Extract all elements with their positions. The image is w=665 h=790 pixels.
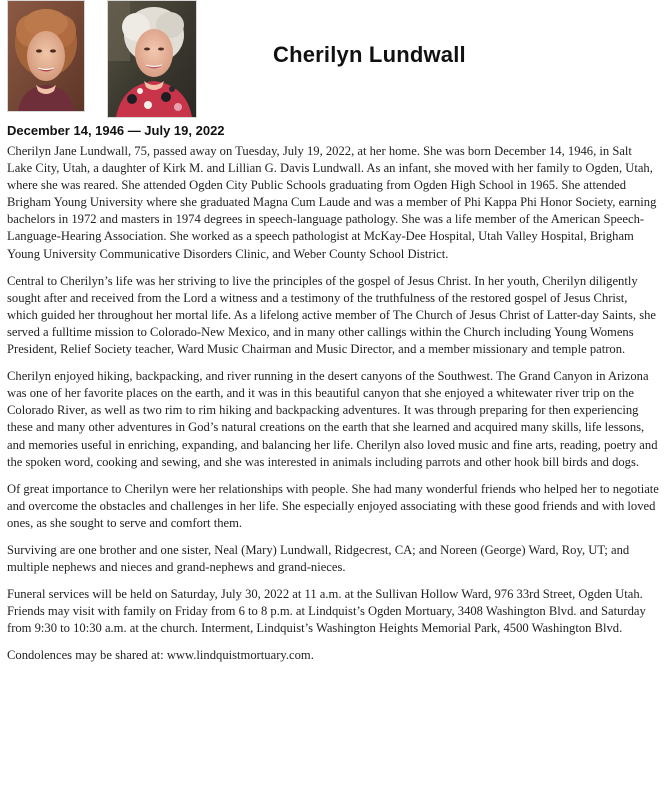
paragraph-faith: Central to Cherilyn’s life was her striving to live the principles of the gospel of Jesus Christ. In her youth, Cherilyn diligently sought after and received from the Lord a witness and a testimony of the truthfulness of the restored gospel of Jesus Christ, which guided her throughout her mortal life. As a lifelong active member of The Church of Jesus Christ of Latter-day Saints, she served a fulltime mission to Colorado-New Mexico, and in many other callings within the Church including Young Womens President, Relief Society teacher, Ward Music Chairman and Music Director, and a member missionary and temple patron.	[7, 273, 656, 357]
obituary-header	[0, 0, 665, 120]
portrait-photo-older	[107, 0, 197, 118]
paragraph-services: Funeral services will be held on Saturday, July 30, 2022 at 11 a.m. at the Sullivan Hollow Ward, 976 33rd Street, Ogden Utah. Friends may visit with family on Friday from 6 to 8 p.m. at Lindquist’s Ogden Mortuary, 3408 Washington Blvd. and Saturday from 9:30 to 10:30 a.m. at the church. Interment, Lindquist’s Washington Heights Memorial Park, 4500 Washington Blvd.	[7, 587, 646, 636]
portrait-photo-young	[7, 0, 85, 112]
obituary-body	[7, 143, 659, 675]
paragraph-relationships: Of great importance to Cherilyn were her relationships with people. She had many wonderful friends who helped her to negotiate and overcome the obstacles and challenges in her life. She especially enjoyed associating with these good friends and with loved ones, as she sought to serve and comfort them.	[7, 481, 659, 530]
paragraph-interests: Cherilyn enjoyed hiking, backpacking, and river running in the desert canyons of the Southwest. The Grand Canyon in Arizona was one of her favorite places on the earth, and it was in this beautiful canyon that she enjoyed a whitewater river trip on the Colorado River, as well as two rim to rim hiking and backpacking adventures. It was through preparing for then experiencing these and many other adventures in God’s natural creations on the earth that she learned and acquired many skills, life lessons, and memories useful in enriching, expanding, and balancing her life. Cherilyn also loved music and fine arts, reading, poetry and the spoken word, cooking and sewing, and she was interested in animals including parrots and other hook bill birds and dogs.	[7, 369, 658, 469]
portrait-older-image	[108, 1, 196, 117]
portrait-young-image	[8, 1, 84, 111]
paragraph-survivors: Surviving are one brother and one sister, Neal (Mary) Lundwall, Ridgecrest, CA; and Noreen (George) Ward, Roy, UT; and multiple nephews and nieces and grand-nephews and grand-nieces.	[7, 542, 630, 575]
paragraph-biography: Cherilyn Jane Lundwall, 75, passed away on Tuesday, July 19, 2022, at her home. She was born December 14, 1946, in Salt Lake City, Utah, a daughter of Kirk M. and Lillian G. Davis Lundwall. As an infant, she moved with her family to Ogden, Utah, where she was reared. She attended Ogden City Public Schools graduating from Ogden High School in 1965. She attended Brigham Young University where she graduated Magna Cum Laude and was a member of Phi Kappa Phi Honor Society, earning bachelors in 1972 and masters in 1974 degrees in speech-language pathology. She was a life member of the American Speech-Language-Hearing Association. She worked as a speech pathologist at McKay-Dee Hospital, Utah Valley Hospital, Brigham Young University Communicative Disorders Clinic, and Weber County School District.	[7, 144, 657, 261]
deceased-name: Cherilyn Lundwall	[273, 42, 466, 67]
paragraph-condolences: Condolences may be shared at: www.lindquistmortuary.com.	[7, 648, 314, 663]
life-dates: December 14, 1946 — July 19, 2022	[7, 123, 225, 138]
